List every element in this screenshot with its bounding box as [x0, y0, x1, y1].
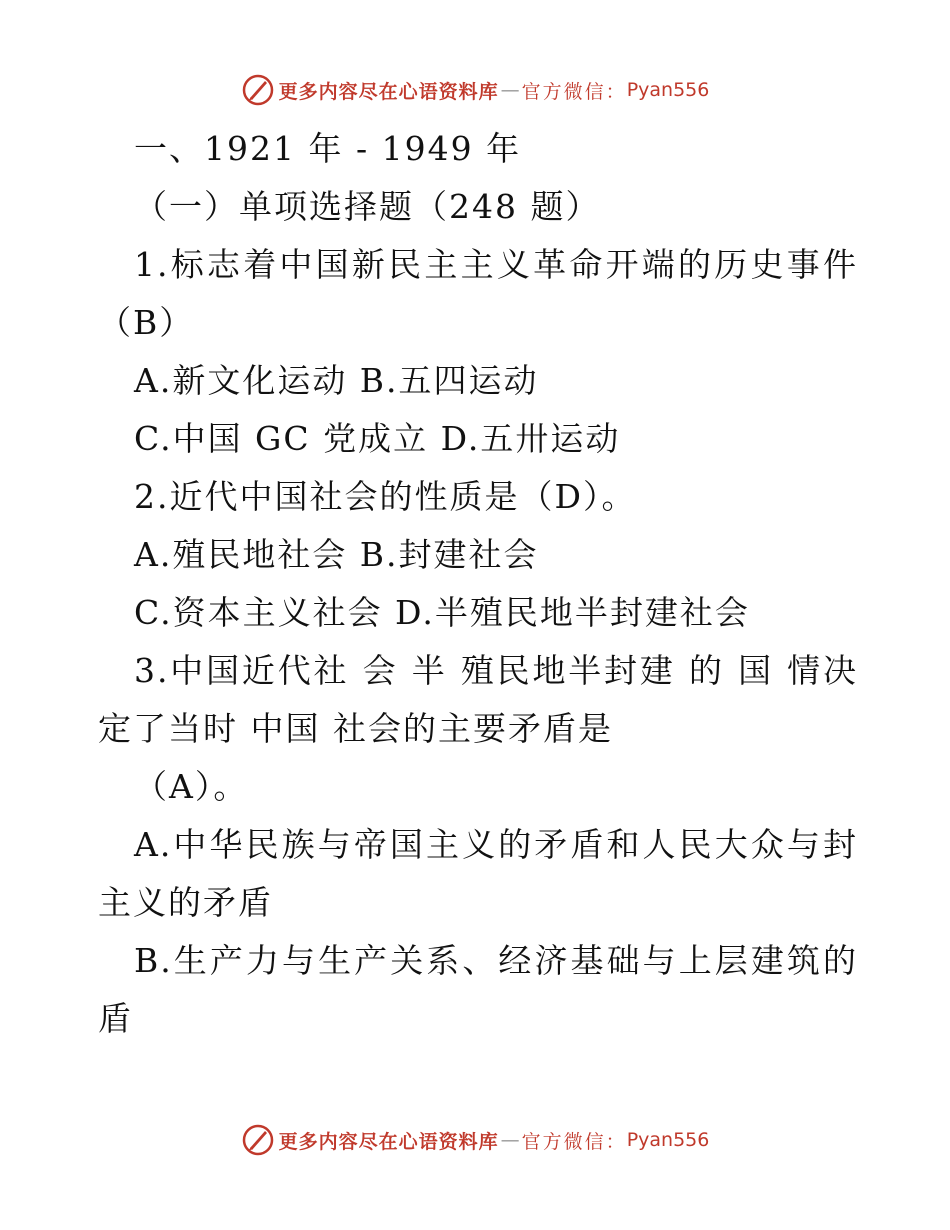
header-banner: [0, 70, 950, 110]
subsection-heading: （一）单项选择题（248 题）: [134, 187, 601, 226]
banner-wechat-id: Pyan556: [626, 79, 710, 101]
quill-logo-icon: [241, 73, 275, 107]
question-3-option-a-line1: A.中华民族与帝国主义的矛盾和人民大众与封: [134, 825, 858, 864]
section-heading: 一、1921 年 - 1949 年: [134, 129, 522, 168]
question-2-stem: 2.近代中国社会的性质是（D）。: [134, 477, 637, 516]
question-3-option-a-line2: 主义的矛盾: [98, 883, 273, 922]
banner-main-text: 更多内容尽在心语资料库: [278, 80, 499, 103]
question-3-option-b-line1: B.生产力与生产关系、经济基础与上层建筑的: [134, 941, 858, 980]
banner-wechat-id: Pyan556: [626, 1129, 710, 1151]
banner-main-text: 更多内容尽在心语资料库: [278, 1130, 499, 1153]
banner-wechat-label: 官方微信：: [521, 80, 627, 103]
quill-logo-icon: [241, 1123, 275, 1157]
banner-dash: —: [500, 1129, 520, 1151]
question-2-options-ab: A.殖民地社会 B.封建社会: [134, 535, 539, 574]
question-1-answer: （B）: [98, 303, 195, 342]
question-3-stem-line2: 定了当时 中国 社会的主要矛盾是: [98, 709, 613, 748]
question-3-option-b-line2: 盾: [98, 999, 133, 1038]
question-1-stem: 1.标志着中国新民主主义革命开端的历史事件: [134, 245, 858, 284]
question-3-stem-line1: 3.中国近代社 会 半 殖民地半封建 的 国 情决: [134, 651, 858, 690]
document-body: [98, 120, 858, 1048]
question-1-options-ab: A.新文化运动 B.五四运动: [134, 361, 539, 400]
question-2-options-cd: C.资本主义社会 D.半殖民地半封建社会: [134, 593, 750, 632]
banner-dash: —: [500, 79, 520, 101]
question-1-options-cd: C.中国 GC 党成立 D.五卅运动: [134, 419, 621, 458]
banner-wechat-label: 官方微信：: [521, 1130, 627, 1153]
footer-banner: [0, 1120, 950, 1160]
question-3-answer: （A）。: [134, 767, 249, 806]
